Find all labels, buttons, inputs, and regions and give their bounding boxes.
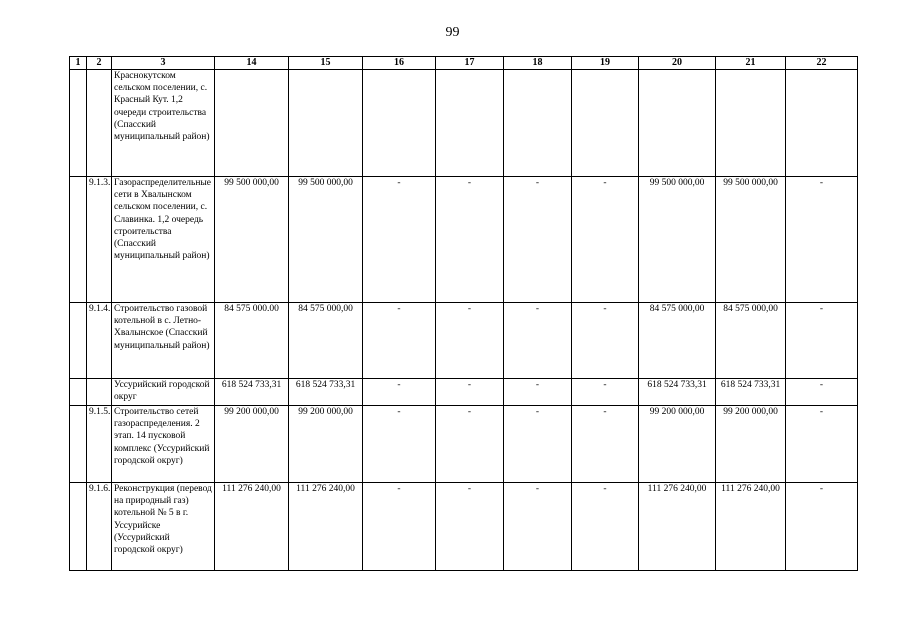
cell-col1: [70, 70, 87, 177]
cell-18: [504, 70, 572, 177]
cell-16: -: [363, 406, 436, 483]
cell-name: Строительство сетей газораспределения. 2 этап. 14 пусковой комплекс (Уссурийский городской округ): [112, 406, 215, 483]
cell-22: -: [786, 379, 858, 406]
cell-22: -: [786, 483, 858, 571]
cell-21: 99 200 000,00: [716, 406, 786, 483]
col-header: 14: [215, 57, 289, 70]
cell-17: -: [436, 379, 504, 406]
col-header: 2: [87, 57, 112, 70]
cell-col1: [70, 303, 87, 379]
cell-15: [289, 70, 363, 177]
cell-17: -: [436, 483, 504, 571]
col-header: 20: [639, 57, 716, 70]
cell-19: -: [572, 483, 639, 571]
col-header: 21: [716, 57, 786, 70]
table-row: [70, 379, 858, 406]
cell-17: [436, 70, 504, 177]
cell-15: 84 575 000,00: [289, 303, 363, 379]
table-row: [70, 406, 858, 483]
cell-name: Уссурийский городской округ: [112, 379, 215, 406]
cell-17: -: [436, 406, 504, 483]
cell-22: [786, 70, 858, 177]
cell-col1: [70, 379, 87, 406]
cell-name: Реконструкция (перевод на природный газ) котельной № 5 в г. Уссурийске (Уссурийский городской округ): [112, 483, 215, 571]
cell-14: 84 575 000.00: [215, 303, 289, 379]
cell-19: -: [572, 406, 639, 483]
cell-15: 99 200 000,00: [289, 406, 363, 483]
table-row: [70, 177, 858, 303]
cell-21: 84 575 000,00: [716, 303, 786, 379]
col-header: 1: [70, 57, 87, 70]
cell-17: -: [436, 177, 504, 303]
cell-col1: [70, 483, 87, 571]
cell-21: [716, 70, 786, 177]
col-header: 22: [786, 57, 858, 70]
cell-18: -: [504, 303, 572, 379]
cell-20: 618 524 733,31: [639, 379, 716, 406]
cell-name: Краснокутском сельском поселении, с. Красный Кут. 1,2 очереди строительства (Спасский муниципальный район): [112, 70, 215, 177]
cell-19: -: [572, 379, 639, 406]
table-row: [70, 70, 858, 177]
cell-20: 84 575 000,00: [639, 303, 716, 379]
cell-20: [639, 70, 716, 177]
table-row: [70, 483, 858, 571]
cell-15: 111 276 240,00: [289, 483, 363, 571]
table-row: [70, 303, 858, 379]
cell-15: 99 500 000,00: [289, 177, 363, 303]
col-header: 17: [436, 57, 504, 70]
cell-16: -: [363, 483, 436, 571]
cell-18: -: [504, 406, 572, 483]
cell-21: 99 500 000,00: [716, 177, 786, 303]
cell-14: 111 276 240,00: [215, 483, 289, 571]
cell-col1: [70, 406, 87, 483]
cell-22: -: [786, 406, 858, 483]
page-number: 99: [445, 25, 460, 40]
cell-19: [572, 70, 639, 177]
cell-18: -: [504, 379, 572, 406]
cell-19: -: [572, 303, 639, 379]
col-header: 3: [112, 57, 215, 70]
cell-14: 618 524 733,31: [215, 379, 289, 406]
cell-16: [363, 70, 436, 177]
cell-number: 9.1.4.: [87, 303, 112, 379]
cell-14: 99 200 000,00: [215, 406, 289, 483]
cell-15: 618 524 733,31: [289, 379, 363, 406]
cell-number: [87, 70, 112, 177]
col-header: 18: [504, 57, 572, 70]
cell-16: -: [363, 379, 436, 406]
cell-18: -: [504, 483, 572, 571]
cell-col1: [70, 177, 87, 303]
cell-number: 9.1.5.: [87, 406, 112, 483]
cell-22: -: [786, 177, 858, 303]
cell-20: 111 276 240,00: [639, 483, 716, 571]
budget-table: [69, 56, 858, 571]
cell-16: -: [363, 303, 436, 379]
cell-name: Газораспределительные сети в Хвалынском сельском поселении, с. Славинка. 1,2 очередь строительства (Спасский муниципальный район): [112, 177, 215, 303]
cell-number: [87, 379, 112, 406]
cell-21: 111 276 240,00: [716, 483, 786, 571]
cell-name: Строительство газовой котельной в с. Летно-Хвалынское (Спасский муниципальный район): [112, 303, 215, 379]
cell-20: 99 200 000,00: [639, 406, 716, 483]
col-header: 16: [363, 57, 436, 70]
header-row: [70, 57, 858, 70]
cell-number: 9.1.6.: [87, 483, 112, 571]
cell-14: [215, 70, 289, 177]
cell-22: -: [786, 303, 858, 379]
cell-20: 99 500 000,00: [639, 177, 716, 303]
cell-14: 99 500 000,00: [215, 177, 289, 303]
cell-18: -: [504, 177, 572, 303]
cell-21: 618 524 733,31: [716, 379, 786, 406]
cell-19: -: [572, 177, 639, 303]
cell-number: 9.1.3.: [87, 177, 112, 303]
cell-16: -: [363, 177, 436, 303]
cell-17: -: [436, 303, 504, 379]
col-header: 19: [572, 57, 639, 70]
col-header: 15: [289, 57, 363, 70]
